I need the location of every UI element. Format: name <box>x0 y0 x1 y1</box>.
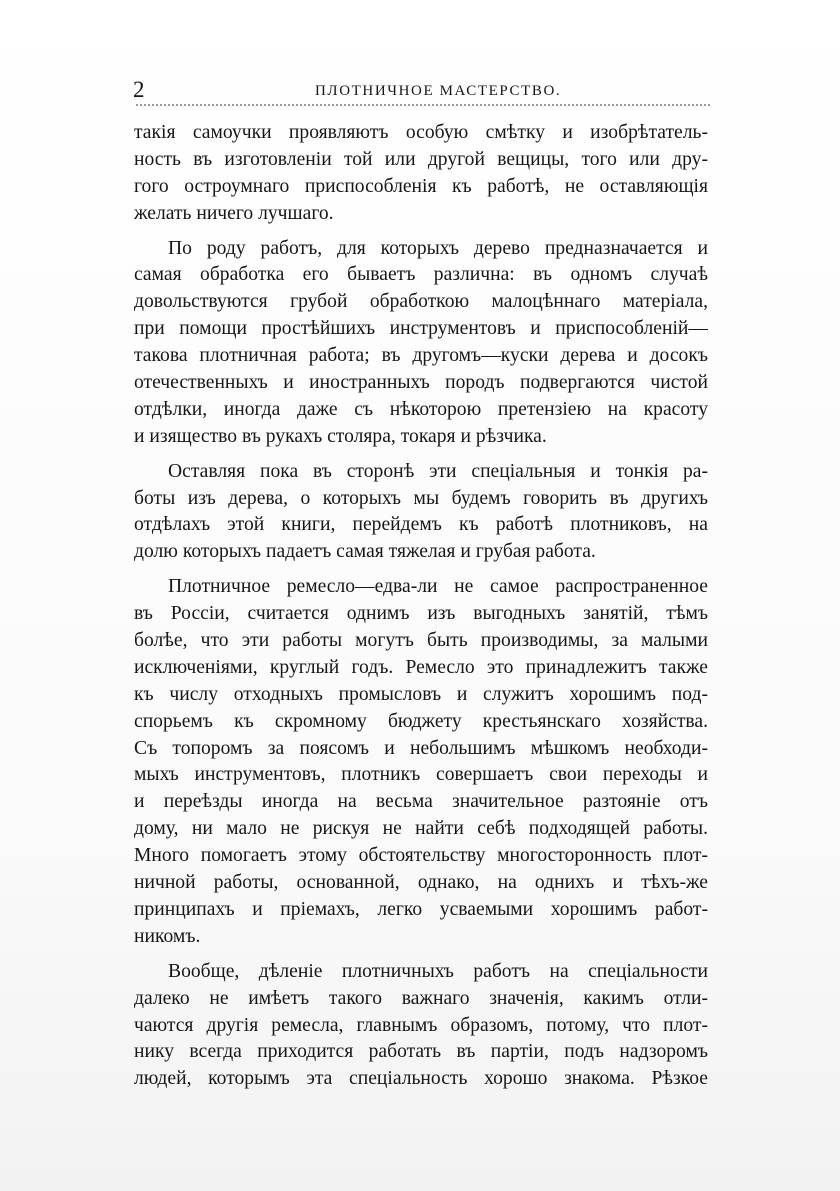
text-line: мыхъ инструментовъ, плотникъ совершаетъ свои переходы и <box>134 764 708 786</box>
text-line: и изящество въ рукахъ столяра, токаря и рѣзчика. <box>134 425 547 447</box>
text-line: въ Россіи, считается однимъ изъ выгодныхъ занятій, тѣмъ <box>134 603 708 625</box>
text-line: отдѣлахъ этой книги, перейдемъ къ работѣ плотниковъ, на <box>134 514 708 536</box>
text-line: довольствуются грубой обработкою малоцѣннаго матеріала, <box>134 291 708 313</box>
text-line: долю которыхъ падаетъ самая тяжелая и грубая работа. <box>134 541 596 563</box>
text-line: Съ топоромъ за поясомъ и небольшимъ мѣшкомъ необходи- <box>134 737 708 759</box>
text-line: Плотничное ремесло—едва-ли не самое распространенное <box>168 576 708 598</box>
text-line: болѣе, что эти работы могутъ быть производимы, за малыми <box>134 630 708 652</box>
text-line: отдѣлки, иногда даже съ нѣкоторою претензіею на красоту <box>134 398 708 420</box>
text-line: гого остроумнаго приспособленія къ работѣ, не оставляющія <box>134 175 708 197</box>
text-line: чаются другія ремесла, главнымъ образомъ, потому, что плот- <box>134 1014 708 1036</box>
header-rule <box>135 103 710 107</box>
text-line: нику всегда приходится работать въ партіи, подъ надзоромъ <box>134 1041 708 1063</box>
text-line: Оставляя пока въ сторонѣ эти спеціальныя и тонкія ра- <box>168 460 708 482</box>
text-line: далеко не имѣетъ такого важнаго значенія, какимъ отли- <box>134 987 708 1009</box>
text-line: и переѣзды иногда на весьма значительное разтояніе отъ <box>134 791 708 813</box>
text-line: людей, которымъ эта спеціальность хорошо знакома. Рѣзкое <box>134 1068 708 1090</box>
text-line: такова плотничная работа; въ другомъ—куски дерева и досокъ <box>134 345 708 367</box>
text-line: Много помогаетъ этому обстоятельству многосторонность плот- <box>134 845 708 867</box>
text-line: отечественныхъ и иностранныхъ породъ подвергаются чистой <box>134 372 708 394</box>
text-line: такія самоучки проявляютъ особую смѣтку и изобрѣтатель- <box>134 122 708 143</box>
text-line: исключеніями, круглый годъ. Ремесло это принадлежитъ также <box>134 656 708 678</box>
paragraph <box>134 120 708 228</box>
text-line: ность въ изготовленіи той или другой вещицы, того или дру- <box>134 148 708 170</box>
text-line: при помощи простѣйшихъ инструментовъ и приспособленій— <box>134 318 708 340</box>
text-line: желать ничего лучшаго. <box>134 202 334 224</box>
page-number: 2 <box>133 77 145 102</box>
paragraph <box>134 236 708 451</box>
text-line: По роду работъ, для которыхъ дерево предназначается и <box>168 237 708 259</box>
paragraph <box>134 574 708 950</box>
text-line: къ числу отходныхъ промысловъ и служитъ хорошимъ под- <box>134 683 708 705</box>
text-line: принципахъ и пріемахъ, легко усваемыми хорошимъ работ- <box>134 898 708 920</box>
text-line: Вообще, дѣленіе плотничныхъ работъ на спеціальности <box>168 960 708 982</box>
text-line: самая обработка его бываетъ различна: въ одномъ случаѣ <box>134 264 708 286</box>
paragraph <box>134 959 708 1093</box>
text-line: никомъ. <box>134 925 201 947</box>
text-line: ничной работы, основанной, однако, на однихъ и тѣхъ-же <box>134 872 708 894</box>
running-title: ПЛОТНИЧНОЕ МАСТЕРСТВО. <box>315 83 562 99</box>
text-line: спорьемъ къ скромному бюджету крестьянскаго хозяйства. <box>134 710 708 732</box>
text-line: дому, ни мало не рискуя не найти себѣ подходящей работы. <box>134 818 708 840</box>
body-text <box>134 120 708 1093</box>
text-line: боты изъ дерева, о которыхъ мы будемъ говорить въ другихъ <box>134 487 708 509</box>
paragraph <box>134 459 708 567</box>
